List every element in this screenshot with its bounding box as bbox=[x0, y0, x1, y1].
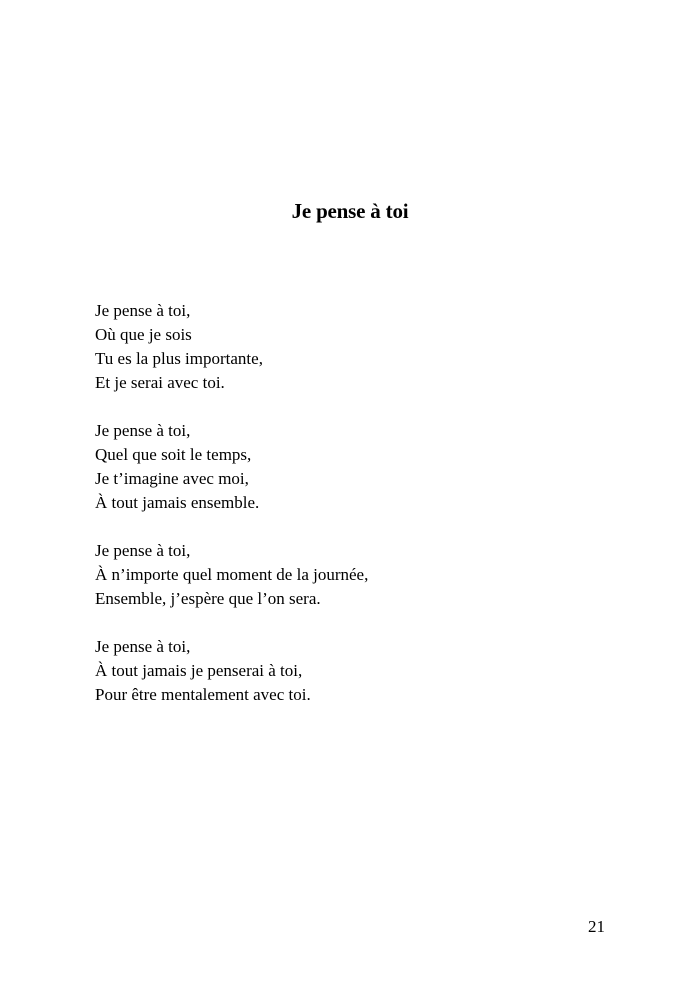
poem-line: Je pense à toi, bbox=[95, 301, 191, 320]
poem-line: Et je serai avec toi. bbox=[95, 373, 225, 392]
page-number: 21 bbox=[588, 917, 605, 936]
poem-line: À tout jamais ensemble. bbox=[95, 493, 260, 512]
poem-line: Où que je sois bbox=[95, 325, 192, 344]
stanza-3 bbox=[95, 539, 615, 611]
stanza-2 bbox=[95, 419, 615, 515]
poem-line: Je t’imagine avec moi, bbox=[95, 469, 249, 488]
poem-line: Je pense à toi, bbox=[95, 421, 191, 440]
poem-title: Je pense à toi bbox=[291, 199, 409, 223]
poem-body bbox=[95, 299, 615, 731]
stanza-1 bbox=[95, 299, 615, 395]
stanza-4 bbox=[95, 635, 615, 707]
poem-line: Tu es la plus importante, bbox=[95, 349, 263, 368]
poem-line: Quel que soit le temps, bbox=[95, 445, 252, 464]
poem-line: À tout jamais je penserai à toi, bbox=[95, 661, 303, 680]
poem-line: Je pense à toi, bbox=[95, 541, 191, 560]
poem-line: Ensemble, j’espère que l’on sera. bbox=[95, 589, 321, 608]
poem-line: Je pense à toi, bbox=[95, 637, 191, 656]
poem-line: À n’importe quel moment de la journée, bbox=[95, 565, 369, 584]
poem-line: Pour être mentalement avec toi. bbox=[95, 685, 311, 704]
